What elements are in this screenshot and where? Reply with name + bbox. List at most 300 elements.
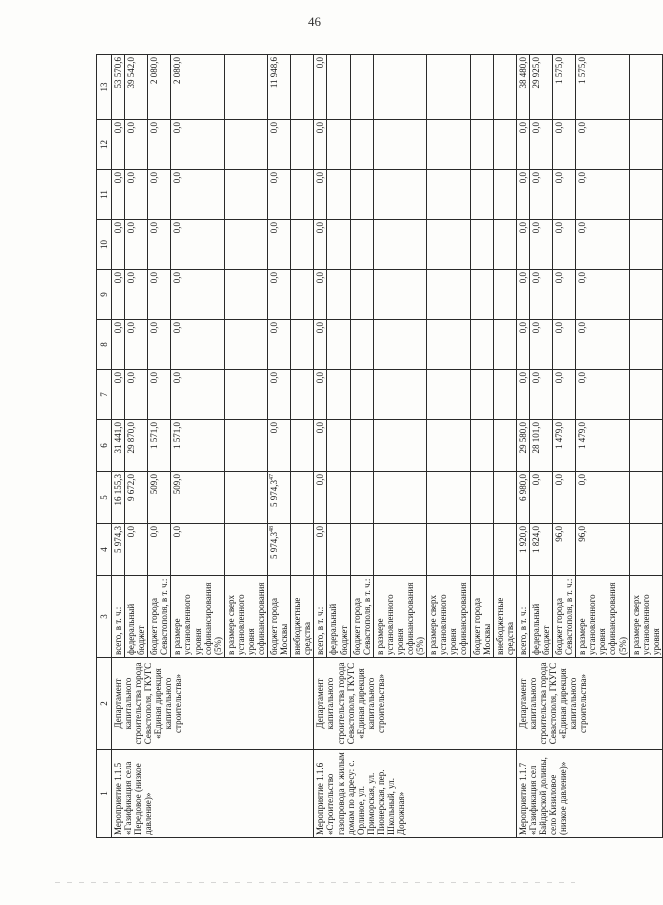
amount-value: 0,0 — [554, 222, 565, 234]
amount-value: 0,0 — [126, 122, 137, 134]
funding-source: внебюджетные средства — [493, 576, 516, 658]
amount-value: 1 479,0 — [577, 422, 588, 449]
amount-value: 11 948,6 — [269, 57, 280, 89]
amount-cell — [529, 55, 552, 120]
amount-cell — [576, 472, 629, 524]
amount-cell — [327, 524, 350, 576]
funding-source: в размере установленного уровня софинансирования (5%) — [171, 576, 224, 658]
amount-cell — [291, 472, 314, 524]
table-body — [112, 55, 663, 838]
amount-value: 0,0 — [172, 222, 183, 234]
amount-value: 0,0 — [517, 272, 528, 284]
amount-cell — [516, 524, 529, 576]
amount-value: 0,0 — [149, 322, 160, 334]
amount-cell — [291, 220, 314, 270]
amount-value: 0,0 — [269, 272, 280, 284]
amount-cell — [529, 120, 552, 170]
amount-value: 0,0 — [577, 322, 588, 334]
amount-value: 0,0 — [113, 272, 123, 284]
amount-cell — [493, 120, 516, 170]
column-header: 4 — [97, 524, 112, 576]
amount-value: 0,0 — [149, 172, 160, 184]
amount-cell — [125, 55, 148, 120]
table-row — [112, 55, 125, 838]
amount-cell — [427, 170, 470, 220]
amount-cell — [224, 270, 267, 320]
funding-source: бюджет города Москвы — [268, 576, 291, 658]
amount-cell — [493, 420, 516, 472]
amount-value: 0,0 — [577, 372, 588, 384]
amount-cell — [171, 524, 224, 576]
amount-cell — [171, 320, 224, 370]
amount-cell — [112, 55, 125, 120]
amount-value: 0,0 — [172, 272, 183, 284]
amount-cell — [350, 120, 373, 170]
amount-value: 0,0 — [577, 172, 588, 184]
amount-cell — [529, 170, 552, 220]
amount-cell — [373, 370, 426, 420]
amount-cell — [268, 420, 291, 472]
amount-value: 0,0 — [269, 122, 280, 134]
amount-cell — [576, 420, 629, 472]
amount-value: 0,0 — [530, 122, 541, 134]
amount-cell — [171, 420, 224, 472]
amount-cell — [373, 55, 426, 120]
funding-source: всего, в т. ч.: — [516, 576, 529, 658]
amount-value: 9 672,0 — [126, 474, 137, 501]
amount-cell — [171, 472, 224, 524]
amount-value: 0,0 — [172, 322, 183, 334]
amount-cell — [314, 120, 327, 170]
amount-value: 31 441,0 — [113, 422, 123, 454]
amount-cell — [224, 120, 267, 170]
amount-value: 0,0 — [149, 272, 160, 284]
amount-cell — [553, 420, 576, 472]
column-header: 10 — [97, 220, 112, 270]
amount-cell — [553, 270, 576, 320]
amount-cell — [516, 420, 529, 472]
amount-cell — [553, 472, 576, 524]
amount-cell — [529, 270, 552, 320]
amount-cell — [112, 170, 125, 220]
amount-cell — [125, 524, 148, 576]
amount-cell — [291, 170, 314, 220]
amount-cell — [268, 120, 291, 170]
amount-cell — [327, 370, 350, 420]
amount-value: 0,0 — [113, 172, 123, 184]
amount-value: 0,0 — [269, 372, 280, 384]
amount-value: 0,0 — [554, 172, 565, 184]
amount-cell — [493, 320, 516, 370]
amount-cell — [112, 220, 125, 270]
amount-cell — [148, 55, 171, 120]
amount-cell — [148, 220, 171, 270]
amount-value: 39 542,0 — [126, 57, 137, 89]
amount-cell — [171, 55, 224, 120]
amount-cell — [470, 120, 493, 170]
amount-cell — [553, 370, 576, 420]
amount-cell — [529, 320, 552, 370]
amount-cell — [373, 472, 426, 524]
amount-cell — [224, 220, 267, 270]
amount-cell — [125, 120, 148, 170]
amount-value: 0,0 — [149, 122, 160, 134]
amount-cell — [327, 55, 350, 120]
amount-cell — [112, 320, 125, 370]
column-header: 7 — [97, 370, 112, 420]
column-header: 9 — [97, 270, 112, 320]
amount-cell — [427, 370, 470, 420]
amount-cell — [373, 120, 426, 170]
amount-cell — [576, 524, 629, 576]
funding-source: в размере сверх установленного уровня софинансирования — [224, 576, 267, 658]
amount-value: 0,0 — [269, 222, 280, 234]
amount-value: 0,0 — [315, 422, 326, 434]
amount-cell — [470, 472, 493, 524]
amount-value: 0,0 — [113, 222, 123, 234]
amount-cell — [314, 420, 327, 472]
amount-cell — [112, 420, 125, 472]
amount-cell — [125, 270, 148, 320]
amount-value: 0,0 — [126, 322, 137, 334]
scan-artifact-line — [55, 882, 575, 883]
funding-source: всего, в т. ч.: — [112, 576, 125, 658]
amount-cell — [629, 472, 662, 524]
amount-cell — [350, 524, 373, 576]
amount-value: 0,0 — [577, 272, 588, 284]
amount-value: 6 980,0 — [517, 474, 528, 501]
amount-value: 0,0 — [315, 322, 326, 334]
column-header: 13 — [97, 55, 112, 120]
amount-value: 96,0 — [554, 526, 565, 542]
amount-cell — [327, 270, 350, 320]
column-header: 2 — [97, 658, 112, 750]
amount-cell — [516, 120, 529, 170]
amount-cell — [327, 220, 350, 270]
amount-cell — [224, 524, 267, 576]
amount-value: 0,0 — [113, 372, 123, 384]
amount-value: 0,0 — [517, 122, 528, 134]
amount-cell — [493, 55, 516, 120]
amount-value: 0,0 — [315, 222, 326, 234]
amount-value: 0,0 — [315, 122, 326, 134]
column-header: 5 — [97, 472, 112, 524]
amount-cell — [427, 270, 470, 320]
amount-cell — [314, 320, 327, 370]
amount-cell — [112, 370, 125, 420]
amount-cell — [268, 55, 291, 120]
amount-cell — [314, 170, 327, 220]
amount-cell — [125, 420, 148, 472]
column-header: 8 — [97, 320, 112, 370]
amount-cell — [327, 420, 350, 472]
amount-cell — [350, 420, 373, 472]
amount-cell — [327, 472, 350, 524]
amount-value: 0,0 — [554, 272, 565, 284]
amount-cell — [553, 120, 576, 170]
amount-cell — [576, 220, 629, 270]
amount-cell — [427, 120, 470, 170]
amount-cell — [125, 220, 148, 270]
amount-cell — [629, 320, 662, 370]
amount-cell — [291, 270, 314, 320]
amount-cell — [427, 524, 470, 576]
amount-cell — [493, 220, 516, 270]
amount-cell — [493, 524, 516, 576]
amount-cell — [529, 420, 552, 472]
amount-cell — [629, 270, 662, 320]
column-header: 1 — [97, 750, 112, 838]
amount-value: 0,0 — [172, 172, 183, 184]
amount-cell — [470, 270, 493, 320]
amount-cell — [529, 370, 552, 420]
header-row — [97, 55, 112, 838]
amount-cell — [493, 472, 516, 524]
amount-value: 0,0 — [149, 222, 160, 234]
amount-value: 5 974,3 — [269, 480, 280, 507]
amount-value: 0,0 — [126, 272, 137, 284]
amount-cell — [516, 170, 529, 220]
amount-value: 29 870,0 — [126, 422, 137, 454]
amount-cell — [350, 370, 373, 420]
amount-cell — [576, 170, 629, 220]
funding-source: внебюджетные средства — [291, 576, 314, 658]
amount-value: 0,0 — [554, 322, 565, 334]
page-number: 46 — [308, 14, 321, 29]
amount-cell — [576, 320, 629, 370]
amount-cell — [350, 472, 373, 524]
amount-cell — [529, 220, 552, 270]
amount-cell — [314, 370, 327, 420]
budget-table — [96, 54, 663, 838]
amount-value: 38 480,0 — [517, 57, 528, 89]
rotated-sheet — [96, 55, 661, 838]
amount-value: 29 925,0 — [530, 57, 541, 89]
column-header: 11 — [97, 170, 112, 220]
amount-cell — [470, 320, 493, 370]
amount-cell — [350, 170, 373, 220]
amount-cell — [493, 270, 516, 320]
amount-value: 5 974,3 — [113, 526, 123, 553]
responsible-org: Департамент капитального строительства города Севастополя, ГКУГС «Единая дирекция капитального строительства» — [112, 658, 314, 750]
amount-cell — [268, 472, 291, 524]
amount-cell — [171, 220, 224, 270]
amount-cell — [629, 120, 662, 170]
amount-cell — [224, 370, 267, 420]
funding-source: бюджет города Севастополя, в т. ч.: — [350, 576, 373, 658]
amount-cell — [125, 170, 148, 220]
amount-cell — [576, 55, 629, 120]
amount-cell — [629, 220, 662, 270]
amount-value: 0,0 — [113, 322, 123, 334]
amount-value: 2 080,0 — [149, 57, 160, 84]
amount-cell — [629, 55, 662, 120]
amount-cell — [470, 370, 493, 420]
column-header: 6 — [97, 420, 112, 472]
amount-cell — [470, 420, 493, 472]
amount-value: 96,0 — [577, 526, 588, 542]
amount-cell — [493, 370, 516, 420]
amount-cell — [268, 370, 291, 420]
amount-value: 1 571,0 — [172, 422, 183, 449]
activity-name: Мероприятие 1.1.5 «Газификация села Передовое (низкое давление)» — [112, 750, 314, 838]
amount-cell — [291, 320, 314, 370]
amount-cell — [112, 120, 125, 170]
amount-cell — [291, 120, 314, 170]
amount-cell — [427, 220, 470, 270]
amount-cell — [125, 472, 148, 524]
amount-cell — [314, 270, 327, 320]
amount-value: 0,0 — [315, 372, 326, 384]
funding-source: бюджет города Севастополя, в т. ч.: — [148, 576, 171, 658]
funding-source: бюджет города Севастополя, в т. ч.: — [553, 576, 576, 658]
amount-cell — [112, 472, 125, 524]
amount-cell — [629, 524, 662, 576]
amount-cell — [576, 370, 629, 420]
amount-cell — [224, 420, 267, 472]
amount-value: 0,0 — [269, 322, 280, 334]
amount-cell — [553, 55, 576, 120]
amount-cell — [224, 55, 267, 120]
amount-value: 0,0 — [577, 222, 588, 234]
amount-cell — [125, 320, 148, 370]
amount-value: 0,0 — [530, 322, 541, 334]
funding-source: федеральный бюджет — [125, 576, 148, 658]
amount-cell — [112, 270, 125, 320]
amount-value: 0,0 — [517, 322, 528, 334]
amount-value: 0,0 — [554, 122, 565, 134]
amount-cell — [470, 55, 493, 120]
funding-source: всего, в т. ч.: — [314, 576, 327, 658]
amount-cell — [291, 370, 314, 420]
amount-cell — [470, 170, 493, 220]
amount-value: 1 571,0 — [149, 422, 160, 449]
amount-cell — [148, 170, 171, 220]
amount-cell — [427, 420, 470, 472]
funding-source: федеральный бюджет — [529, 576, 552, 658]
amount-value: 0,0 — [126, 172, 137, 184]
amount-cell — [427, 55, 470, 120]
amount-cell — [427, 472, 470, 524]
amount-value: 0,0 — [517, 222, 528, 234]
amount-value: 2 080,0 — [172, 57, 183, 84]
amount-cell — [629, 420, 662, 472]
amount-cell — [493, 170, 516, 220]
amount-value: 0,0 — [577, 122, 588, 134]
amount-value: 0,0 — [315, 272, 326, 284]
amount-value: 1 920,0 — [517, 526, 528, 553]
amount-value: 0,0 — [172, 372, 183, 384]
amount-value: 0,0 — [269, 172, 280, 184]
amount-cell — [171, 120, 224, 170]
amount-value: 509,0 — [172, 474, 183, 495]
table-row — [314, 55, 327, 838]
amount-cell — [516, 320, 529, 370]
amount-cell — [224, 320, 267, 370]
amount-cell — [268, 524, 291, 576]
amount-cell — [553, 220, 576, 270]
activity-name: Мероприятие 1.1.7 «Газификация сел Байдарской долины, село Кизиловое (низкое давление)» — [516, 750, 662, 838]
amount-value: 0,0 — [315, 526, 326, 538]
amount-value: 509,0 — [149, 474, 160, 495]
amount-cell — [629, 370, 662, 420]
amount-cell — [112, 524, 125, 576]
amount-value: 28 101,0 — [530, 422, 541, 454]
amount-cell — [373, 170, 426, 220]
amount-cell — [125, 370, 148, 420]
amount-cell — [268, 270, 291, 320]
amount-value: 0,0 — [530, 272, 541, 284]
amount-cell — [529, 472, 552, 524]
amount-cell — [148, 120, 171, 170]
amount-cell — [148, 370, 171, 420]
amount-cell — [291, 524, 314, 576]
amount-value: 1 575,0 — [577, 57, 588, 84]
amount-value: 1 824,0 — [530, 526, 541, 553]
amount-cell — [314, 220, 327, 270]
amount-cell — [327, 170, 350, 220]
amount-cell — [148, 524, 171, 576]
amount-cell — [171, 370, 224, 420]
funding-source: в размере установленного уровня софинансирования (5%) — [373, 576, 426, 658]
column-header: 3 — [97, 576, 112, 658]
amount-value: 0,0 — [126, 372, 137, 384]
amount-value: 0,0 — [554, 474, 565, 486]
amount-value: 0,0 — [315, 474, 326, 486]
amount-value: 1 575,0 — [554, 57, 565, 84]
amount-cell — [373, 320, 426, 370]
funding-source: в размере установленного уровня софинансирования (5%) — [576, 576, 629, 658]
amount-cell — [427, 320, 470, 370]
amount-value: 0,0 — [126, 222, 137, 234]
amount-cell — [516, 55, 529, 120]
amount-cell — [314, 472, 327, 524]
amount-value: 0,0 — [315, 57, 326, 69]
amount-value: 0,0 — [517, 372, 528, 384]
amount-cell — [553, 320, 576, 370]
amount-cell — [516, 270, 529, 320]
funding-source: бюджет города Москвы — [470, 576, 493, 658]
amount-cell — [327, 120, 350, 170]
amount-cell — [373, 220, 426, 270]
amount-value: 0,0 — [517, 172, 528, 184]
responsible-org: Департамент капитального строительства города Севастополя, ГКУГС «Единая дирекция капитального строительства» — [314, 658, 516, 750]
footnote-marker: 48 — [269, 526, 276, 532]
amount-cell — [350, 55, 373, 120]
amount-value: 0,0 — [126, 526, 137, 538]
amount-cell — [553, 170, 576, 220]
column-header: 12 — [97, 120, 112, 170]
amount-cell — [516, 220, 529, 270]
amount-cell — [516, 472, 529, 524]
amount-value: 0,0 — [113, 122, 123, 134]
amount-cell — [314, 524, 327, 576]
amount-cell — [291, 420, 314, 472]
amount-cell — [148, 420, 171, 472]
amount-value: 16 155,3 — [113, 474, 123, 506]
amount-value: 0,0 — [530, 372, 541, 384]
amount-cell — [224, 170, 267, 220]
amount-cell — [148, 320, 171, 370]
amount-cell — [327, 320, 350, 370]
amount-value: 29 580,0 — [517, 422, 528, 454]
amount-value: 0,0 — [315, 172, 326, 184]
responsible-org: Департамент капитального строительства города Севастополя, ГКУГС «Единая дирекция капитального строительства» — [516, 658, 662, 750]
footnote-marker: 47 — [269, 474, 276, 480]
amount-value: 0,0 — [554, 372, 565, 384]
amount-cell — [470, 220, 493, 270]
amount-cell — [148, 472, 171, 524]
